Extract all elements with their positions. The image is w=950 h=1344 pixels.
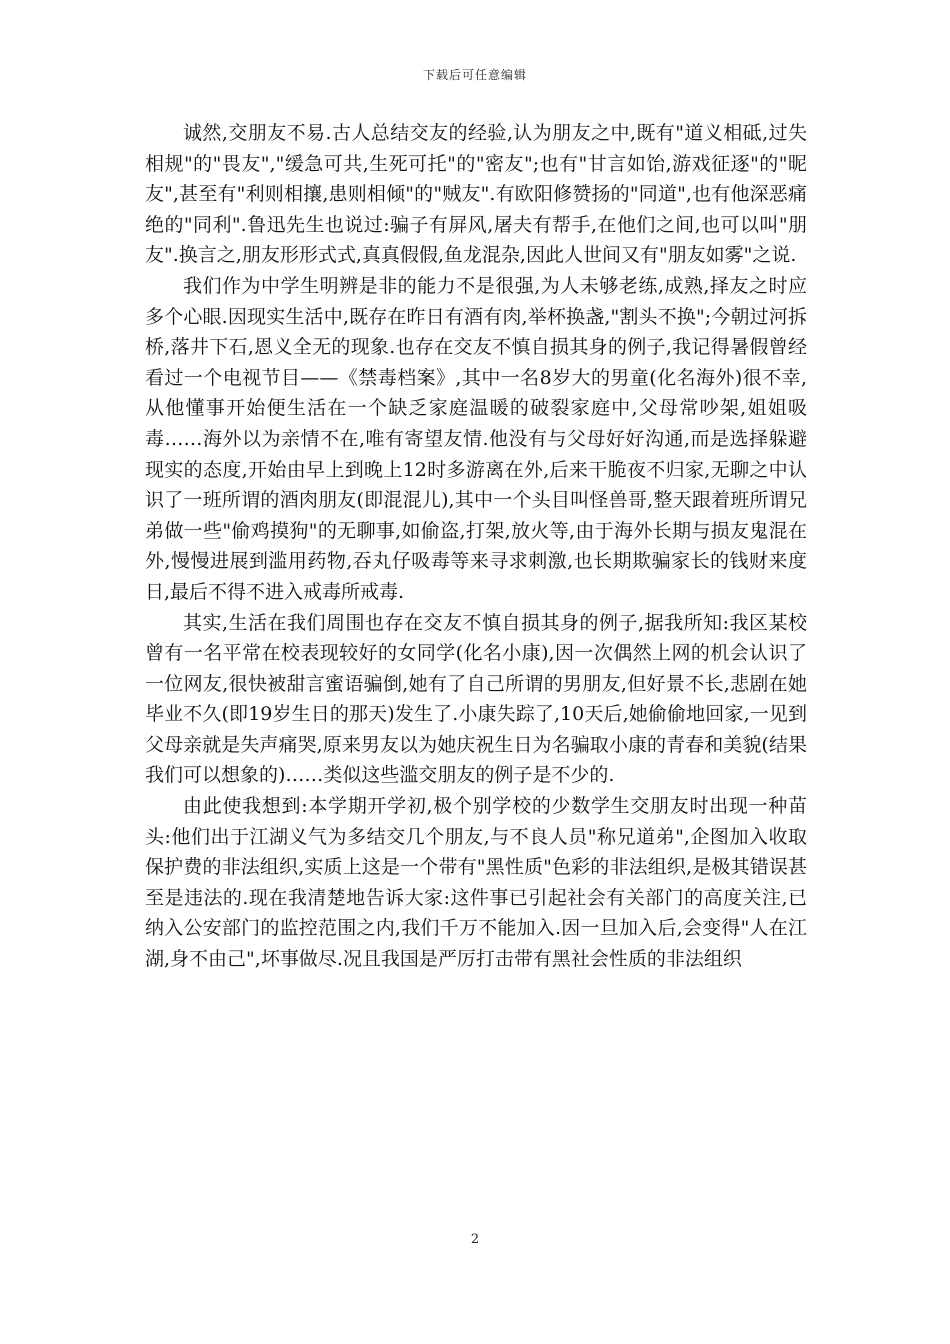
paragraph-warning: 由此使我想到:本学期开学初,极个别学校的少数学生交朋友时出现一种苗头:他们出于江湖义气为多结交几个朋友,与不良人员"称兄道弟",企图加入收取保护费的非法组织,实质上这是一个带有"黑性质"色彩的非法组织,是极其错误甚至是违法的.现在我清楚地告诉大家:这件事已引起社会有关部门的高度关注,已纳入公安部门的监控范围之内,我们千万不能加入.因一旦加入后,会变得"人在江湖,身不由己",坏事做尽.况且我国是严厉打击带有黑社会性质的非法组织 — [145, 795, 807, 971]
paragraph-friendship-types: 诚然,交朋友不易.古人总结交友的经验,认为朋友之中,既有"道义相砥,过失相规"的"畏友","缓急可共,生死可托"的"密友";也有"甘言如饴,游戏征逐"的"昵友",甚至有"利则相攘,患则相倾"的"贼友".有欧阳修赞扬的"同道",也有他深恶痛绝的"同利".鲁迅先生也说过:骗子有屏风,屠夫有帮手,在他们之间,也可以叫"朋友".换言之,朋友形形式式,真真假假,鱼龙混杂,因此人世间又有"朋友如雾"之说. — [145, 122, 807, 267]
paragraph-local-example: 其实,生活在我们周围也存在交友不慎自损其身的例子,据我所知:我区某校曾有一名平常在校表现较好的女同学(化名小康),因一次偶然上网的机会认识了一位网友,很快被甜言蜜语骗倒,她有了自己所谓的男朋友,但好景不长,悲剧在她毕业不久(即19岁生日的那天)发生了.小康失踪了,10天后,她偷偷地回家,一见到父母亲就是失声痛哭,原来男友以为她庆祝生日为名骗取小康的青春和美貌(结果我们可以想象的)……类似这些滥交朋友的例子是不少的. — [145, 611, 807, 787]
document-body — [145, 118, 807, 975]
paragraph-careful-choice: 我们作为中学生明辨是非的能力不是很强,为人未够老练,成熟,择友之时应多个心眼.因现实生活中,既存在昨日有酒有肉,举杯换盏,"割头不换";今朝过河拆桥,落井下石,恩义全无的现象.也存在交友不慎自损其身的例子,我记得暑假曾经看过一个电视节目——《禁毒档案》,其中一名8岁大的男童(化名海外)很不幸,从他懂事开始便生活在一个缺乏家庭温暖的破裂家庭中,父母常吵架,姐姐吸毒……海外以为亲情不在,唯有寄望友情.他没有与父母好好沟通,而是选择躲避现实的态度,开始由早上到晚上12时多游离在外,后来干脆夜不归家,无聊之中认识了一班所谓的酒肉朋友(即混混儿),其中一个头目叫怪兽哥,整天跟着班所谓兄弟做一些"偷鸡摸狗"的无聊事,如偷盗,打架,放火等,由于海外长期与损友鬼混在外,慢慢进展到滥用药物,吞丸仔吸毒等来寻求刺激,也长期欺骗家长的钱财来度日,最后不得不进入戒毒所戒毒. — [145, 274, 807, 603]
page-number: 2 — [470, 1232, 480, 1247]
page-header: 下载后可任意编辑 — [422, 68, 527, 82]
